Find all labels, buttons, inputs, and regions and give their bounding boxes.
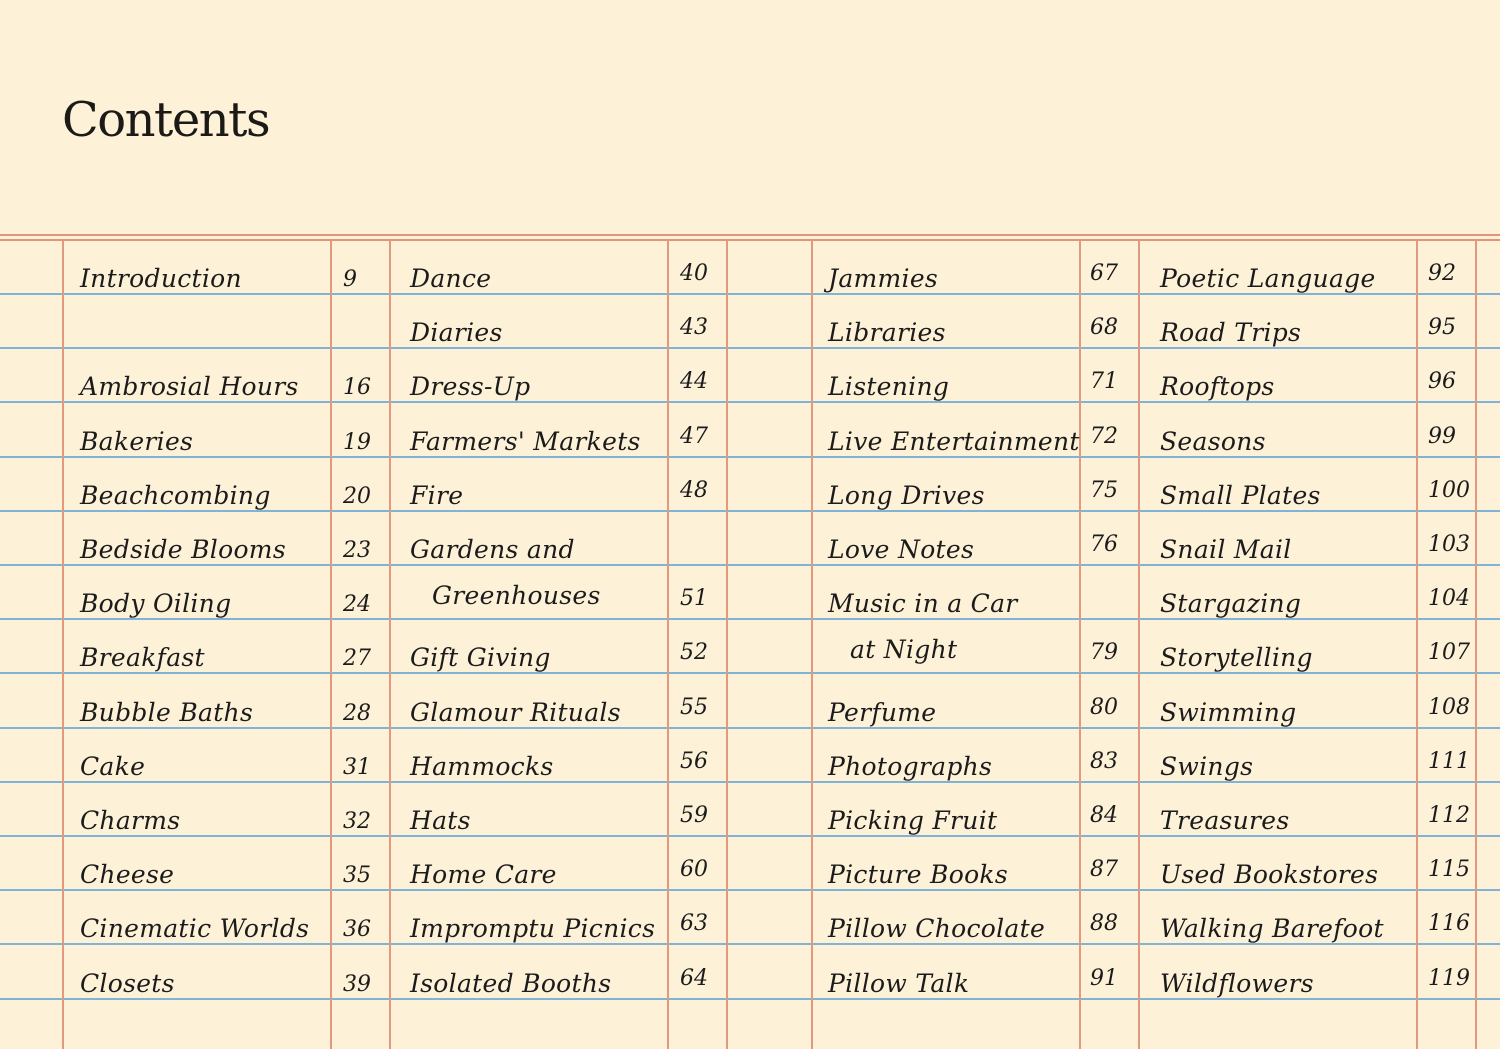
contents-entry-label: Breakfast [80,643,205,673]
contents-entry-label: Hammocks [410,751,554,781]
contents-entry-label: Music in a Car [828,589,1018,619]
contents-entry-page-number: 51 [680,586,708,612]
contents-entry-page-number: 108 [1428,694,1470,720]
contents-entry-page-number: 104 [1428,586,1470,612]
blue-rule [0,618,1500,620]
contents-entry-page-number: 91 [1090,965,1118,991]
blue-rule [0,672,1500,674]
blue-rule [0,401,1500,403]
contents-entry-page-number: 88 [1090,911,1118,937]
contents-entry-label: Live Entertainment [828,426,1080,456]
contents-entry-page-number: 80 [1090,694,1118,720]
contents-entry-label: Small Plates [1160,480,1321,510]
top-red-rule [0,234,1500,236]
contents-entry-label: Introduction [80,264,242,293]
contents-entry-page-number: 16 [343,375,371,401]
red-column-rule [330,240,332,1049]
contents-entry-page-number: 83 [1090,748,1118,774]
contents-entry-page-number: 100 [1428,477,1470,503]
contents-entry-label: Used Bookstores [1160,860,1379,890]
blue-rule [0,781,1500,783]
contents-entry-label: Dance [410,264,492,293]
red-column-rule [1475,240,1477,1049]
contents-entry-page-number: 112 [1428,803,1470,828]
contents-entry-label: Fire [410,480,464,510]
contents-entry-label: Dress-Up [410,372,531,402]
blue-rule [0,293,1500,295]
red-column-rule [1416,240,1418,1049]
contents-entry-page-number: 116 [1428,911,1470,937]
red-column-rule [1079,240,1081,1049]
contents-entry-page-number: 35 [343,863,371,889]
contents-entry-label: Hats [410,806,471,835]
contents-entry-page-number: 19 [343,429,371,455]
contents-entry-page-number: 27 [343,646,371,672]
blue-rule [0,456,1500,458]
contents-entry-label: Perfume [828,697,937,727]
contents-entry-page-number: 64 [680,965,708,991]
blue-rule [0,998,1500,1000]
contents-entry-page-number: 75 [1090,477,1118,503]
contents-entry-label: Snail Mail [1160,535,1292,564]
contents-entry-label: Walking Barefoot [1160,914,1384,944]
contents-entry-label: Cinematic Worlds [80,914,310,944]
contents-entry-page-number: 68 [1090,315,1118,341]
blue-rule [0,727,1500,729]
contents-entry-page-number: 63 [680,911,708,937]
contents-entry-label: Pillow Chocolate [828,914,1046,944]
contents-entry-page-number: 9 [343,267,357,292]
blue-rule [0,564,1500,566]
blue-rule [0,510,1500,512]
page-title: Contents [62,92,270,148]
contents-entry-page-number: 72 [1090,423,1118,449]
contents-entry-label: Poetic Language [1160,264,1376,293]
contents-entry-page-number: 43 [680,315,708,341]
contents-entry-page-number: 55 [680,694,708,720]
contents-entry-label: Charms [80,806,181,835]
contents-entry-label: Bubble Baths [80,697,254,727]
contents-entry-label: Jammies [828,264,939,293]
contents-entry-label: Love Notes [828,535,975,564]
contents-entry-label: Glamour Rituals [410,697,621,727]
contents-entry-label: Seasons [1160,426,1266,456]
contents-entry-label: Libraries [828,318,946,348]
contents-entry-page-number: 39 [343,971,371,997]
contents-entry-page-number: 67 [1090,261,1118,286]
contents-entry-label: Long Drives [828,480,985,510]
contents-entry-label: Treasures [1160,806,1290,835]
contents-entry-page-number: 24 [343,592,371,618]
contents-entry-page-number: 95 [1428,315,1456,341]
blue-rule [0,835,1500,837]
contents-entry-page-number: 40 [680,261,708,286]
contents-entry-label: Rooftops [1160,372,1275,402]
top-red-rule [0,239,1500,241]
contents-entry-label: Body Oiling [80,589,232,619]
contents-entry-page-number: 84 [1090,803,1118,828]
contents-entry-label: Bakeries [80,426,194,456]
contents-entry-page-number: 115 [1428,857,1470,883]
blue-rule [0,943,1500,945]
contents-entry-page-number: 48 [680,477,708,503]
contents-entry-label: Gift Giving [410,643,551,673]
contents-entry-label: Cake [80,751,146,781]
contents-entry-label: Photographs [828,751,993,781]
contents-entry-page-number: 87 [1090,857,1118,883]
contents-entry-page-number: 76 [1090,532,1118,557]
contents-entry-label: Home Care [410,860,557,890]
contents-entry-label: Road Trips [1160,318,1302,348]
contents-entry-page-number: 60 [680,857,708,883]
red-column-rule [62,240,64,1049]
contents-entry-label: Ambrosial Hours [80,372,299,402]
contents-entry-label: Wildflowers [1160,968,1314,998]
red-column-rule [389,240,391,1049]
contents-entry-label: at Night [850,635,958,665]
contents-entry-page-number: 31 [343,754,371,780]
red-column-rule [667,240,669,1049]
contents-entry-label: Diaries [410,318,503,348]
contents-entry-label: Listening [828,372,950,402]
contents-entry-label: Stargazing [1160,589,1302,619]
red-column-rule [1138,240,1140,1049]
contents-entry-label: Picking Fruit [828,806,998,835]
contents-entry-label: Bedside Blooms [80,535,286,564]
contents-entry-page-number: 32 [343,809,371,834]
contents-entry-page-number: 107 [1428,640,1470,666]
contents-entry-page-number: 20 [343,483,371,509]
contents-entry-label: Swimming [1160,697,1297,727]
contents-entry-label: Beachcombing [80,480,271,510]
contents-entry-page-number: 28 [343,700,371,726]
contents-entry-page-number: 99 [1428,423,1456,449]
contents-entry-label: Picture Books [828,860,1009,890]
contents-entry-page-number: 47 [680,423,708,449]
blue-rule [0,889,1500,891]
contents-entry-label: Pillow Talk [828,968,970,998]
red-column-rule [811,240,813,1049]
contents-entry-label: Cheese [80,860,175,890]
contents-entry-page-number: 59 [680,803,708,828]
contents-entry-page-number: 23 [343,538,371,563]
contents-entry-label: Closets [80,968,175,998]
contents-entry-label: Gardens and [410,535,575,564]
contents-entry-page-number: 96 [1428,369,1456,395]
contents-entry-page-number: 56 [680,748,708,774]
contents-entry-label: Farmers' Markets [410,426,641,456]
contents-entry-label: Storytelling [1160,643,1313,673]
contents-entry-page-number: 103 [1428,532,1470,557]
contents-entry-page-number: 52 [680,640,708,666]
contents-entry-page-number: 44 [680,369,708,395]
blue-rule [0,347,1500,349]
contents-entry-label: Greenhouses [432,581,601,611]
contents-entry-page-number: 71 [1090,369,1118,395]
contents-entry-page-number: 92 [1428,261,1456,286]
contents-entry-page-number: 119 [1428,965,1470,991]
contents-entry-label: Swings [1160,751,1254,781]
contents-entry-label: Impromptu Picnics [410,914,656,944]
contents-entry-label: Isolated Booths [410,968,612,998]
red-column-rule [726,240,728,1049]
contents-entry-page-number: 111 [1428,748,1470,774]
contents-entry-page-number: 79 [1090,640,1118,666]
contents-entry-page-number: 36 [343,917,371,943]
